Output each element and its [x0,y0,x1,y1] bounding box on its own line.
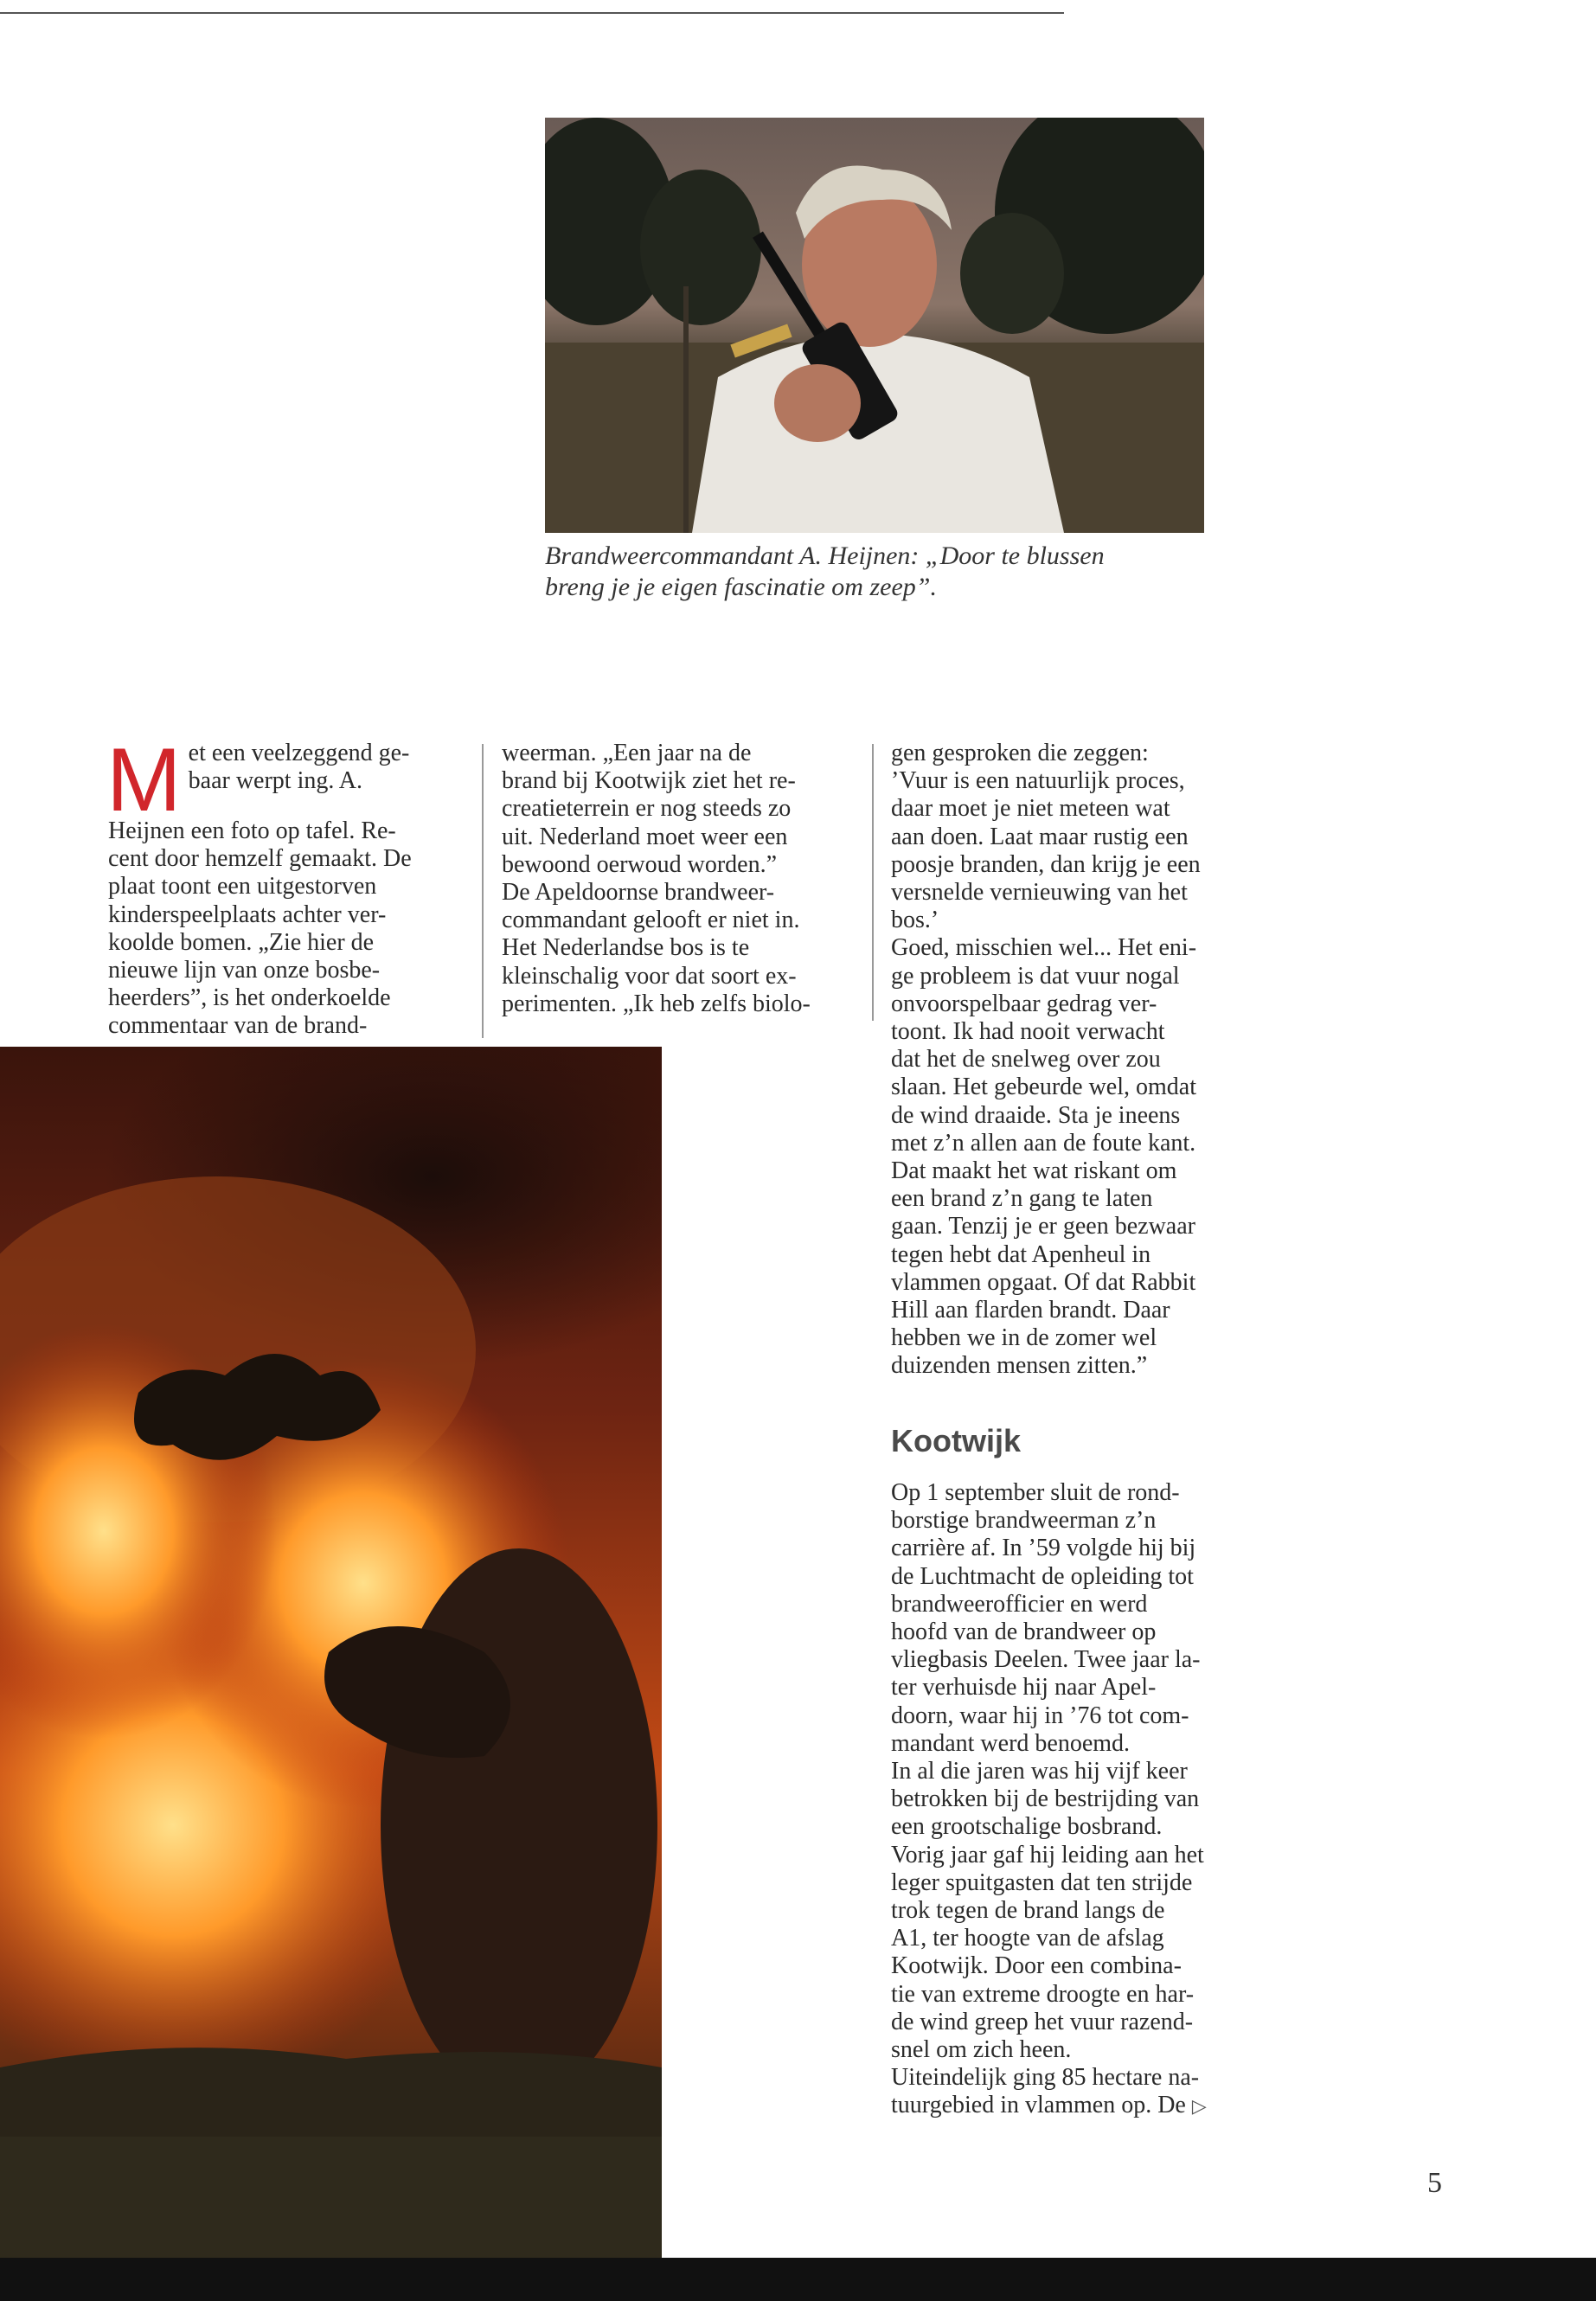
text-line: ge probleem is dat vuur nogal [891,962,1180,990]
drop-cap: M [106,730,182,830]
text-line: et een veelzeggend ge- [188,740,410,766]
text-line: heerders”, is het onderkoelde [108,984,391,1012]
text-line: betrokken bij de bestrijding van [891,1785,1200,1813]
text-line: vliegbasis Deelen. Twee jaar la- [891,1646,1201,1674]
page-number: 5 [1427,2167,1442,2199]
text-line: Vorig jaar gaf hij leiding aan het [891,1841,1204,1868]
article-column-2 [502,740,856,1018]
text-line: de wind greep het vuur razend- [891,2008,1194,2035]
portrait-photo [545,118,1204,533]
text-line: bewoond oerwoud worden.” [502,850,778,878]
column-divider [872,744,874,1021]
text-line: vlammen opgaat. Of dat Rabbit [891,1268,1196,1296]
text-line: kinderspeelplaats achter ver- [108,901,387,928]
text-line: Hill aan flarden brandt. Daar [891,1297,1170,1324]
text-line: ter verhuisde hij naar Apel- [891,1674,1157,1702]
article-column-3 [891,740,1254,1381]
text-line: poosje branden, dan krijg je een [891,850,1201,878]
continue-arrow-icon: ▷ [1191,2095,1207,2118]
text-line: cent door hemzelf gemaakt. De [108,845,412,873]
text-line: met z’n allen aan de foute kant. [891,1129,1196,1157]
text-line: In al die jaren was hij vijf keer [891,1758,1188,1785]
text-line: plaat toont een uitgestorven [108,873,377,901]
text-line: leger spuitgasten dat ten strijde [891,1868,1193,1896]
text-line: brand bij Kootwijk ziet het re- [502,767,796,795]
text-line: dat het de snelweg over zou [891,1046,1161,1074]
text-line: doorn, waar hij in ’76 tot com- [891,1702,1189,1729]
text-line: perimenten. „Ik heb zelfs biolo- [502,990,811,1017]
caption-line-1: Brandweercommandant A. Heijnen: „Door te blussen [545,542,1105,570]
text-line: creatieterrein er nog steeds zo [502,795,792,823]
text-line: borstige brandweerman z’n [891,1507,1157,1535]
text-line: tie van extreme droogte en har- [891,1980,1195,2008]
text-line: mandant werd benoemd. [891,1729,1131,1757]
text-line: Uiteindelijk ging 85 hectare na- [891,2064,1200,2092]
bottom-bar [0,2258,1596,2301]
text-line: commentaar van de brand- [108,1012,368,1040]
text-line: uit. Nederland moet weer een [502,823,788,850]
section-heading: Kootwijk [891,1423,1021,1458]
text-line: aan doen. Laat maar rustig een [891,823,1189,850]
text-line: Goed, misschien wel... Het eni- [891,934,1197,962]
text-line: slaan. Het gebeurde wel, omdat [891,1074,1196,1101]
photo-caption [545,541,1202,603]
text-line: commandant gelooft er niet in. [502,907,800,934]
text-line: brandweerofficier en werd [891,1590,1148,1618]
text-line: A1, ter hoogte van de afslag [891,1925,1164,1952]
text-line: de Luchtmacht de opleiding tot [891,1562,1194,1590]
text-line: kleinschalig voor dat soort ex- [502,962,797,990]
text-line: snel om zich heen. [891,2036,1072,2064]
text-line [891,2092,1254,2120]
top-rule [0,12,1064,14]
text-line: tegen hebt dat Apenheul in [891,1240,1151,1268]
text-line: de wind draaide. Sta je ineens [891,1101,1181,1129]
text-line: nieuwe lijn van onze bosbe- [108,957,381,984]
text-line: koolde bomen. „Zie hier de [108,928,375,956]
text-line: duizenden mensen zitten.” [891,1352,1148,1380]
text-line: De Apeldoornse brandweer- [502,879,775,907]
text-line: versnelde vernieuwing van het [891,879,1188,907]
text-line: gen gesproken die zeggen: [891,740,1149,766]
text-line: Het Nederlandse bos is te [502,934,750,962]
text-line: Kootwijk. Door een combina- [891,1952,1182,1980]
text-line: weerman. „Een jaar na de [502,740,752,766]
text-line: trok tegen de brand langs de [891,1897,1165,1925]
text-line: toont. Ik had nooit verwacht [891,1018,1165,1046]
text-line: Dat maakt het wat riskant om [891,1157,1177,1185]
text-line: hebben we in de zomer wel [891,1324,1157,1352]
text-line: een brand z’n gang te laten [891,1185,1153,1213]
text-line: bos.’ [891,907,939,934]
text-line: hoofd van de brandweer op [891,1618,1157,1646]
text-line: gaan. Tenzij je er geen bezwaar [891,1213,1195,1240]
text-line: daar moet je niet meteen wat [891,795,1170,823]
article-column-3-continued [891,1479,1254,2121]
text-line: Heijnen een foto op tafel. Re- [108,817,396,844]
forest-fire-photo [0,1047,662,2258]
text-line: carrière af. In ’59 volgde hij bij [891,1535,1196,1562]
column-divider [482,744,484,1038]
text-line: baar werpt ing. A. [188,767,363,795]
text-line: onvoorspelbaar gedrag ver- [891,990,1157,1017]
article-column-1 [106,730,463,1041]
text-line: ’Vuur is een natuurlijk proces, [891,767,1185,795]
caption-line-2: breng je je eigen fascinatie om zeep”. [545,573,937,601]
text-line: Op 1 september sluit de rond- [891,1479,1180,1506]
text-line: een grootschalige bosbrand. [891,1813,1163,1841]
text-line-content: tuurgebied in vlammen op. De [891,2092,1186,2119]
